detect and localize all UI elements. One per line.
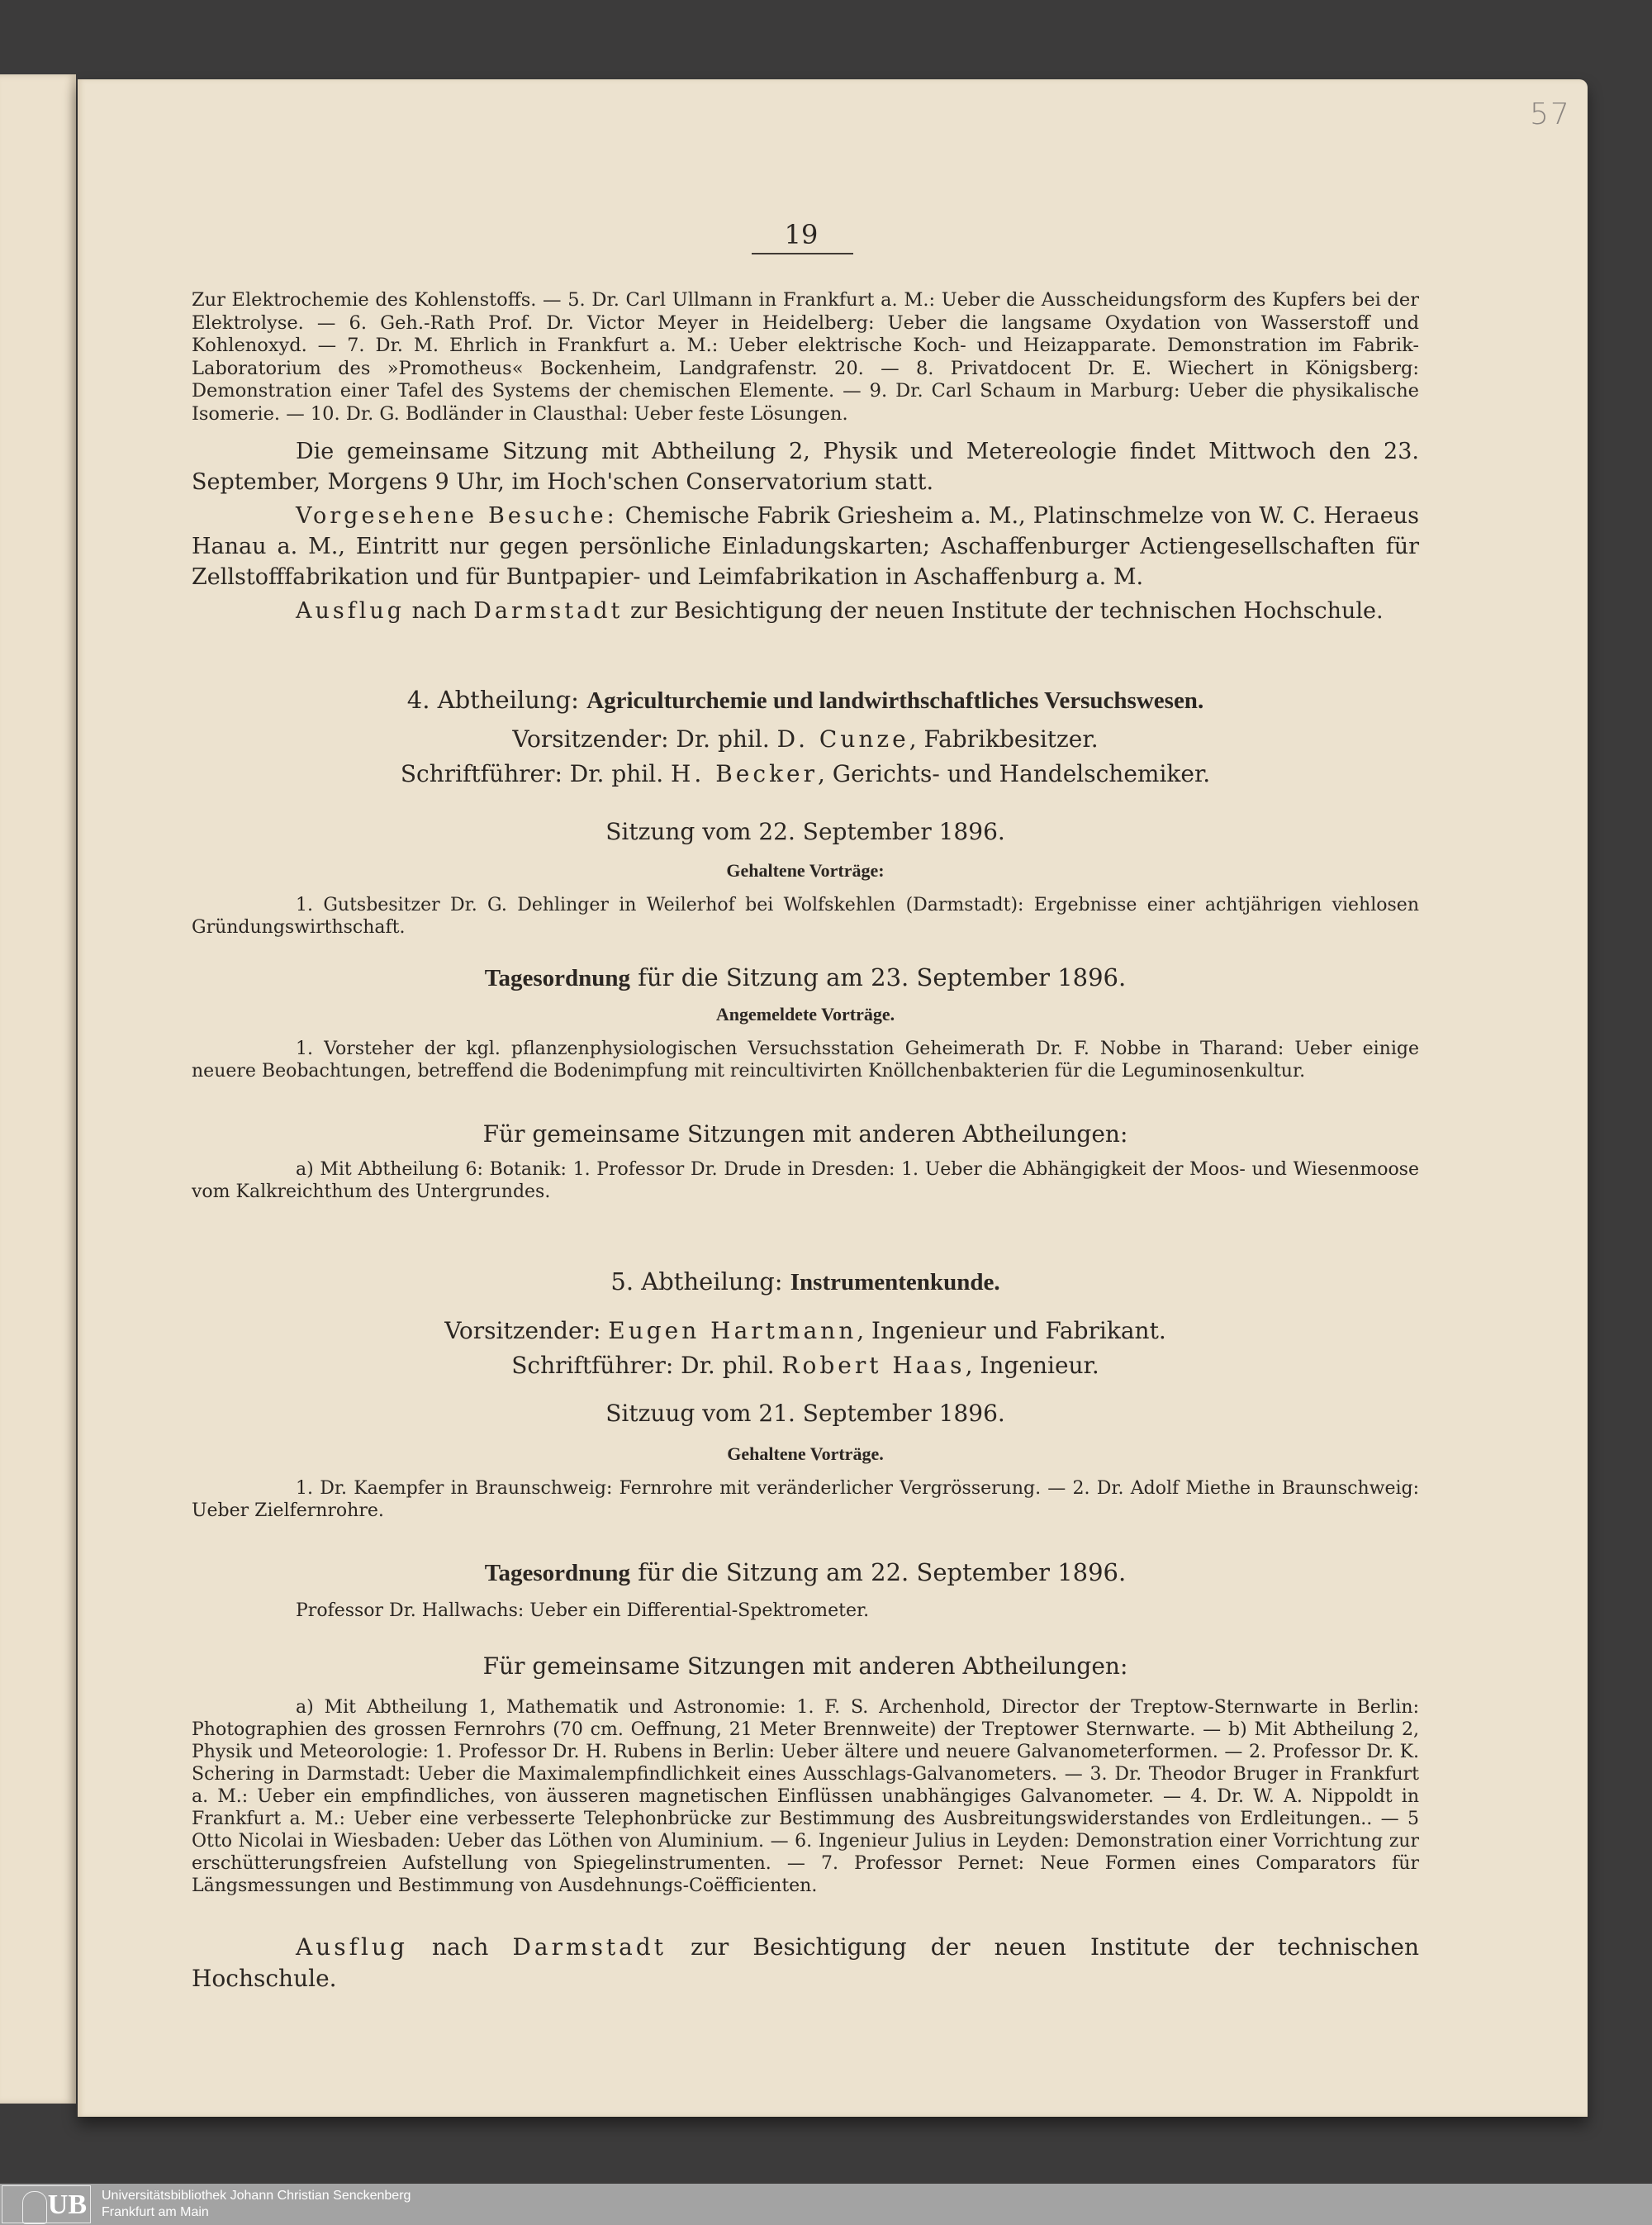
section5-joint-text: a) Mit Abtheilung 1, Mathematik und Astronomie: 1. F. S. Archenhold, Director der Treptow-Sternwarte in Berlin: Photographien des grossen Fernrohrs (70 cm. Oeffnung, 21 Meter Brennweite) der Treptower Sternwarte. — b) Mit Abtheilung 2, Physik und Meteorologie: 1. Professor Dr. H. Rubens in Berlin: Ueber ältere und neuere Galvanometerformen. — 2. Professor Dr. K. Schering in Darmstadt: Ueber die Maximalempfindlichkeit eines Ausschlags-Galvanometers. — 3. Dr. Theodor Bruger in Frankfurt a. M.: Ueber ein empfindliches, von äusseren magnetischen Einflüssen unabhängiges Galvanometer. — 4. Dr. W. A. Nippoldt in Frankfurt a. M.: Ueber eine verbesserte Telephonbrücke zur Bestimmung des Ausbreitungswiderstandes von Erdleitungen.. — 5 Otto Nicolai in Wiesbaden: Ueber das Löthen von Aluminium. — 6. Ingenieur Julius in Leyden: Demonstration einer Vorrichtung zur erschütterungsfreien Aufstellung von Spiegelinstrumenten. — 7. Professor Pernet: Neue Formen eines Comparators für Längsmessungen und Bestimmung von Ausdehnungs-Coëfficienten.	[192, 1697, 1419, 1896]
section5-chair	[192, 1315, 1419, 1347]
section4-registered-talks: 1. Vorsteher der kgl. pflanzenphysiologischen Versuchsstation Geheimerath Dr. F. Nobbe in Tharand: Ueber einige neuere Beobachtungen, betreffend die Bodenimpfung mit reincultivirten Knöllchenbakterien für die Leguminosenkultur.	[192, 1039, 1419, 1082]
section4-agenda-heading	[192, 962, 1419, 994]
secretary-role: , Ingenieur.	[965, 1352, 1099, 1379]
secretary-name: H. Becker	[671, 760, 818, 787]
excursion-place: Darmstadt	[512, 1933, 667, 1961]
section5-joint-heading: Für gemeinsame Sitzungen mit anderen Abtheilungen:	[482, 1652, 1128, 1680]
section4-title: Agriculturchemie und landwirthschaftliches Versuchswesen.	[586, 687, 1204, 714]
section5-excursion	[192, 1932, 1419, 1994]
section5-title: Instrumentenkunde.	[790, 1269, 1000, 1296]
secretary-name: Robert Haas	[781, 1352, 966, 1379]
section5-agenda-talk: Professor Dr. Hallwachs: Ueber ein Differential-Spektrometer.	[296, 1600, 870, 1621]
excursion-mid: nach	[407, 1933, 513, 1961]
excursion-text: zur Besichtigung der neuen Institute der technischen Hochschule.	[623, 598, 1384, 624]
chair-name: D. Cunze	[776, 725, 909, 753]
section5-held-talks: 1. Dr. Kaempfer in Braunschweig: Fernrohre mit veränderlicher Vergrösserung. — 2. Dr. Adolf Miethe in Braunschweig: Ueber Zielfernrohre.	[192, 1478, 1419, 1521]
senckenberg-portrait-icon	[22, 2191, 47, 2224]
section4-heading	[192, 684, 1419, 716]
section4-held-heading: Gehaltene Vorträge:	[726, 860, 885, 881]
page-number-rule	[752, 253, 853, 254]
section4-chair	[192, 724, 1419, 755]
section5-agenda-heading	[192, 1557, 1419, 1589]
library-name	[102, 2188, 411, 2221]
section4-prefix: 4. Abtheilung:	[406, 686, 587, 714]
section3-notes	[192, 436, 1419, 626]
section5-prefix: 5. Abtheilung:	[610, 1267, 790, 1296]
section4-session-date: Sitzung vom 22. September 1896.	[605, 818, 1005, 845]
section5-secretary	[192, 1350, 1419, 1381]
facing-page-edge	[0, 74, 76, 2104]
agenda-bold: Tagesordnung	[484, 1560, 630, 1586]
section4-joint-text: a) Mit Abtheilung 6: Botanik: 1. Professor Dr. Drude in Dresden: 1. Ueber die Abhängigkeit der Moos- und Wiesenmoose vom Kalkreichthum des Untergrundes.	[192, 1159, 1419, 1202]
agenda-rest: für die Sitzung am 22. September 1896.	[630, 1558, 1127, 1586]
section5-session-date: Sitzuug vom 21. September 1896.	[605, 1400, 1005, 1427]
excursion-paragraph	[192, 596, 1419, 626]
section4-joint-heading: Für gemeinsame Sitzungen mit anderen Abtheilungen:	[482, 1120, 1128, 1148]
joint-session-paragraph: Die gemeinsame Sitzung mit Abtheilung 2, Physik und Metereologie findet Mittwoch den 23. September, Morgens 9 Uhr, im Hoch'schen Conservatorium statt.	[192, 439, 1419, 495]
library-name-line2: Frankfurt am Main	[102, 2205, 209, 2219]
section5-heading	[192, 1266, 1419, 1298]
excursion-label: Ausflug	[296, 598, 406, 624]
ub-logo-text: UB	[47, 2189, 87, 2220]
section4-held-talks: 1. Gutsbesitzer Dr. G. Dehlinger in Weilerhof bei Wolfskehlen (Darmstadt): Ergebnisse einer achtjährigen viehlosen Gründungswirthschaft.	[192, 895, 1419, 938]
chair-label: Vorsitzender: Dr. phil.	[512, 725, 777, 753]
secretary-label: Schriftführer: Dr. phil.	[511, 1352, 782, 1379]
agenda-bold: Tagesordnung	[484, 965, 630, 991]
talks-paragraph: Zur Elektrochemie des Kohlenstoffs. — 5. Dr. Carl Ullmann in Frankfurt a. M.: Ueber die Ausscheidungsform des Kupfers bei der Elektrolyse. — 6. Geh.-Rath Prof. Dr. Victor Meyer in Heidelberg: Ueber die langsame Oxydation von Wasserstoff und Kohlenoxyd. — 7. Dr. M. Ehrlich in Frankfurt a. M.: Ueber elektrische Koch- und Heizapparate. Demonstration im Fabrik-Laboratorium des »Promotheus« Bockenheim, Landgrafenstr. 20. — 8. Privatdocent Dr. E. Wiechert in Königsberg: Demonstration einer Tafel des Systems der chemischen Elemente. — 9. Dr. Carl Schaum in Marburg: Ueber die physikalische Isomerie. — 10. Dr. G. Bodländer in Clausthal: Ueber feste Lösungen.	[192, 289, 1419, 425]
section3-talks-continued	[192, 289, 1419, 426]
ub-logo[interactable]	[2, 2185, 91, 2223]
section4-secretary	[192, 758, 1419, 790]
visits-label: Vorgesehene Besuche:	[296, 503, 618, 529]
page-number: 19	[784, 219, 819, 250]
section5-held-heading: Gehaltene Vorträge.	[727, 1443, 884, 1464]
excursion-mid: nach	[405, 598, 474, 624]
handwritten-folio-number: 57	[1530, 97, 1571, 131]
library-name-line1: Universitätsbibliothek Johann Christian Senckenberg	[102, 2189, 411, 2203]
visits-paragraph	[192, 501, 1419, 592]
chair-name: Eugen Hartmann	[608, 1317, 857, 1344]
section4-registered-heading: Angemeldete Vorträge.	[715, 1004, 895, 1025]
visits-text: Chemische Fabrik Griesheim a. M., Platinschmelze von W. C. Heraeus Hanau a. M., Eintritt nur gegen persönliche Einladungskarten; Aschaffenburger Actiengesellschaften für Zellstofffabrikation und für Buntpapier- und Leimfabrikation in Aschaffenburg a. M.	[192, 503, 1419, 590]
chair-role: , Ingenieur und Fabrikant.	[857, 1317, 1166, 1344]
chair-role: , Fabrikbesitzer.	[909, 725, 1099, 753]
secretary-role: , Gerichts- und Handelschemiker.	[817, 760, 1211, 787]
secretary-label: Schriftführer: Dr. phil.	[400, 760, 672, 787]
agenda-rest: für die Sitzung am 23. September 1896.	[630, 963, 1127, 991]
excursion-label: Ausflug	[296, 1933, 408, 1961]
library-footer-bar	[0, 2184, 1652, 2225]
excursion-text: zur Besichtigung der neuen Institute der technischen Hochschule.	[192, 1933, 1419, 1992]
excursion-place: Darmstadt	[473, 598, 624, 624]
chair-label: Vorsitzender:	[444, 1317, 609, 1344]
